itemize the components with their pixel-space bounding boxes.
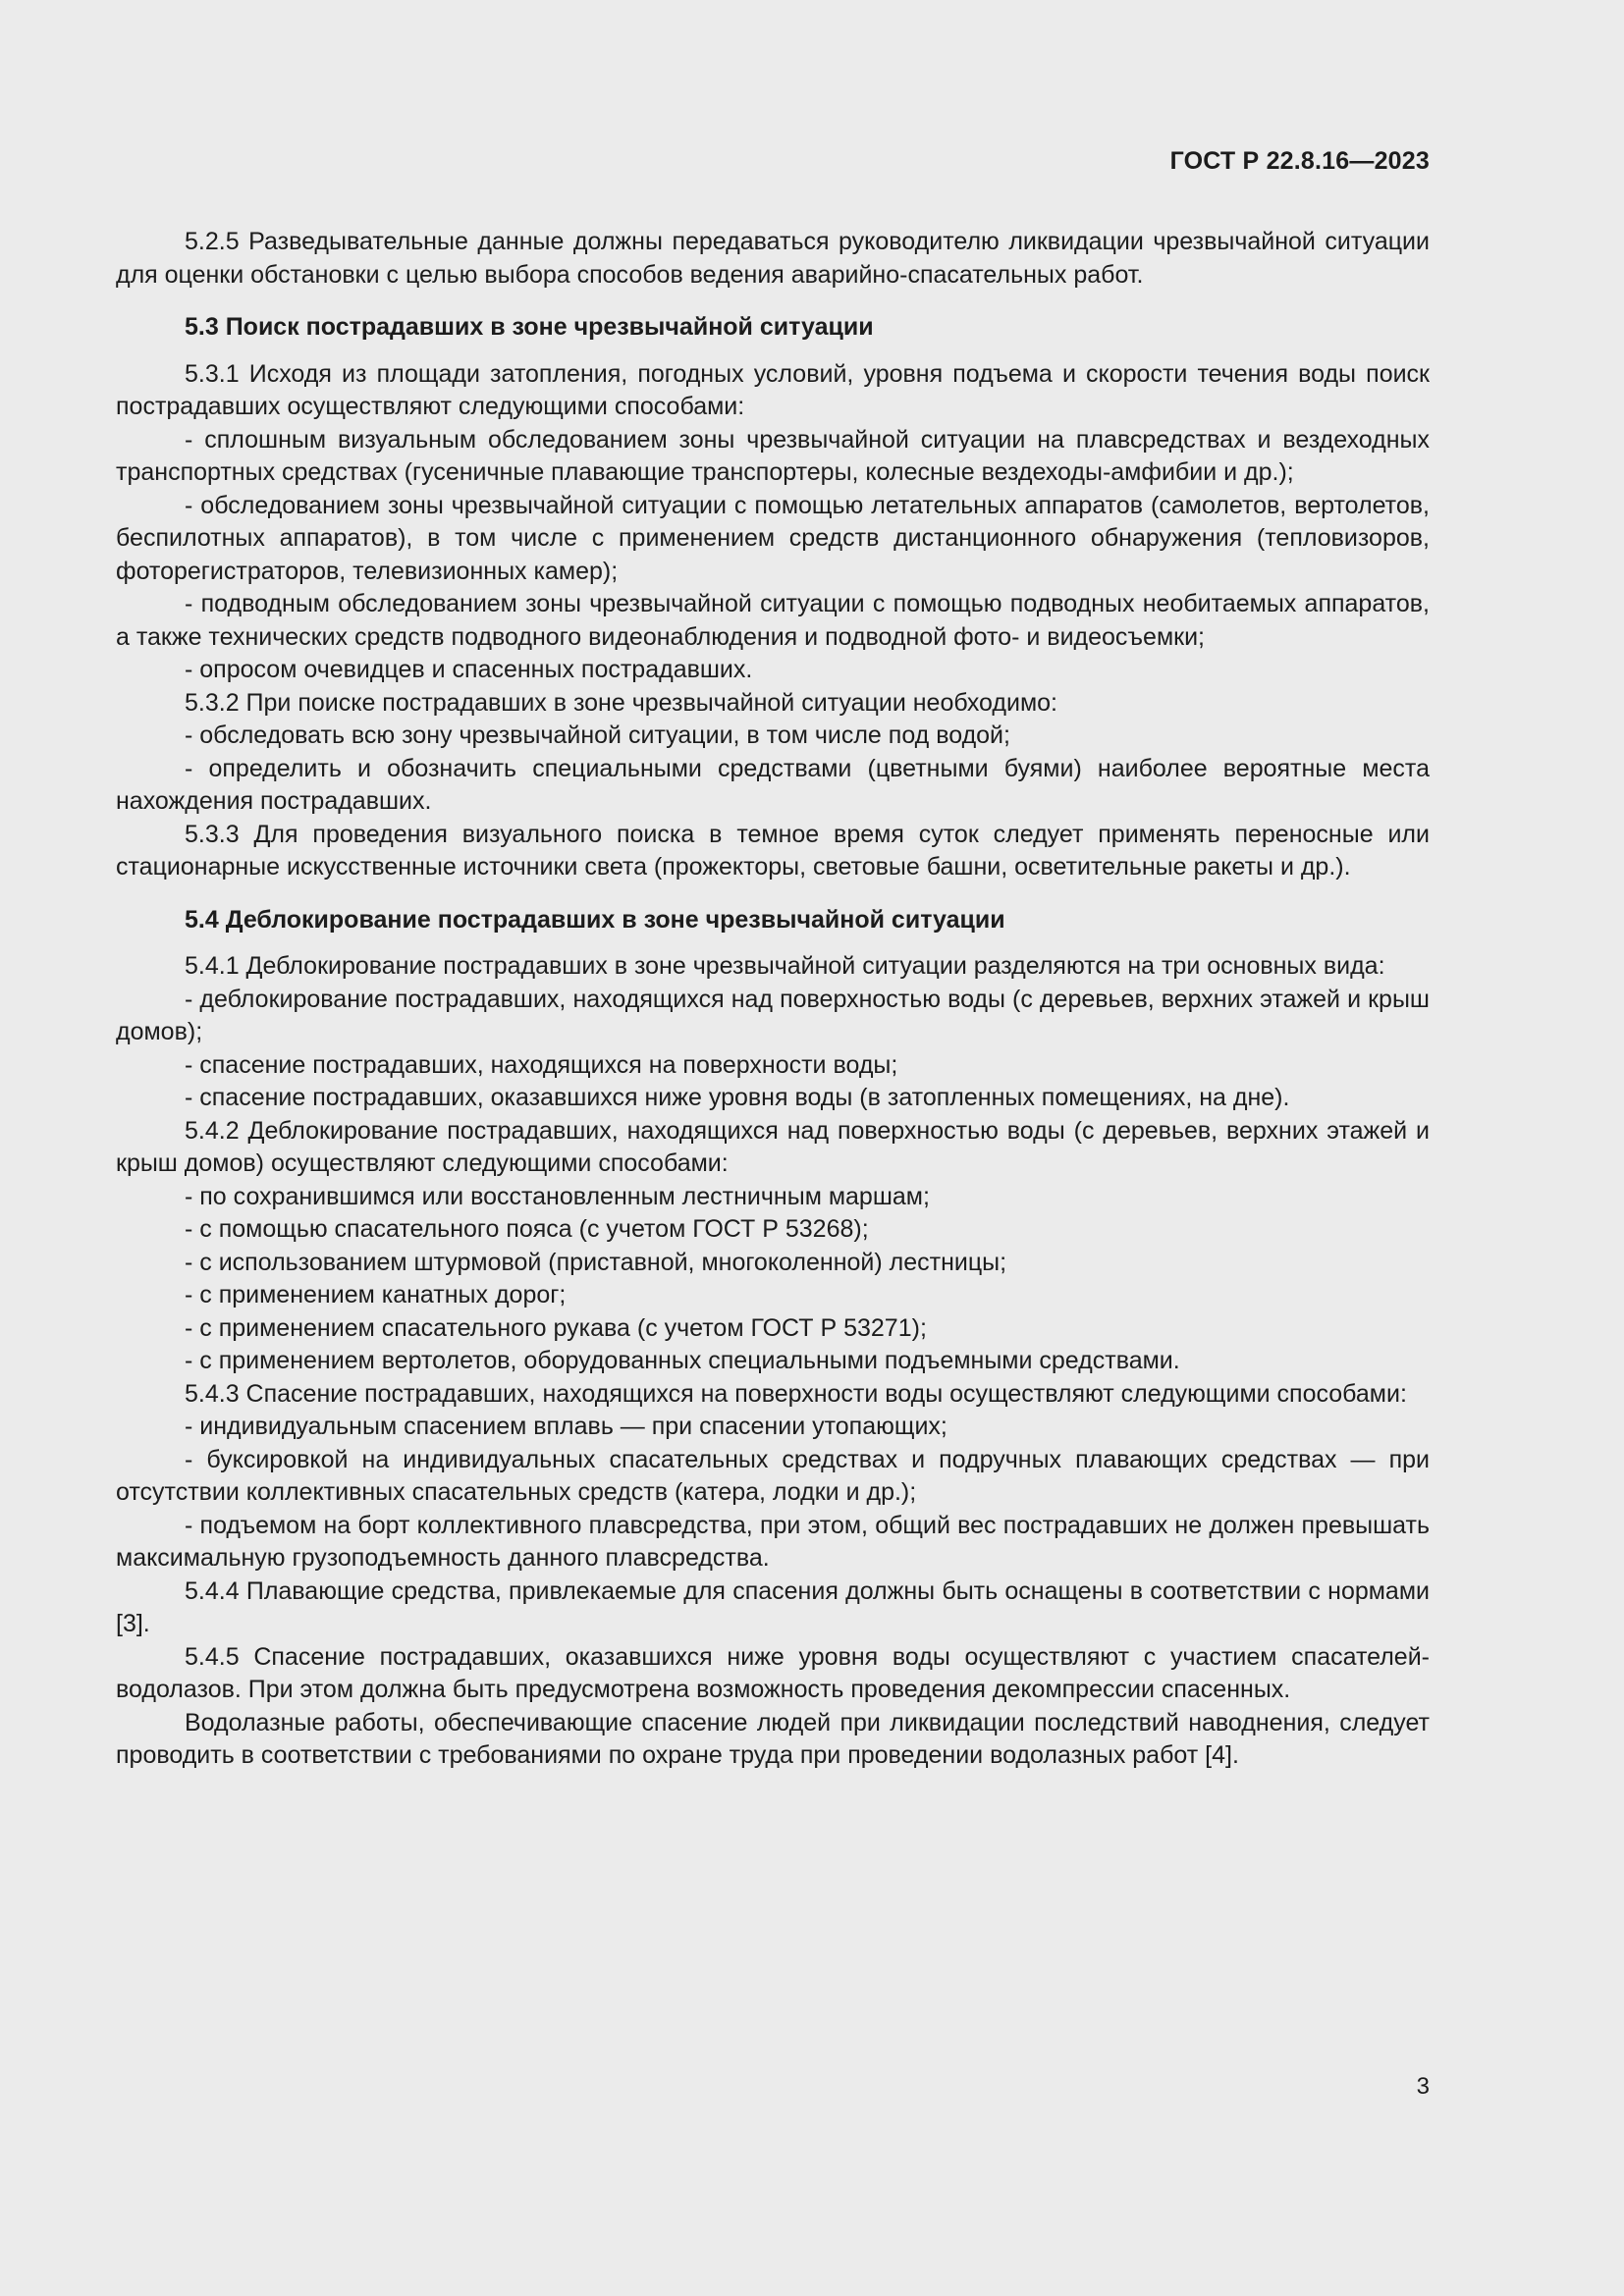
paragraph-5-3-2: 5.3.2 При поиске пострадавших в зоне чрезвычайной ситуации необходимо: bbox=[185, 688, 1058, 717]
paragraph-5-4-1: 5.4.1 Деблокирование пострадавших в зоне чрезвычайной ситуации разделяются на три основных вида: bbox=[185, 952, 1385, 980]
list-item: - с применением спасательного рукава (с учетом ГОСТ Р 53271); bbox=[185, 1313, 927, 1342]
list-item: - сплошным визуальным обследованием зоны чрезвычайной ситуации на плавсредствах и вездеходных транспортных средствах (гусеничные плавающие транспортеры, колесные вездеходы-амфибии и др.); bbox=[116, 425, 1430, 486]
list-item: - подводным обследованием зоны чрезвычайной ситуации с помощью подводных необитаемых аппаратов, а также технических средств подводного видеонаблюдения и подводной фото- и видеосъемки; bbox=[116, 590, 1430, 651]
list-item: - обследовать всю зону чрезвычайной ситуации, в том числе под водой; bbox=[185, 721, 1010, 749]
list-item: - определить и обозначить специальными средствами (цветными буями) наиболее вероятные места нахождения пострадавших. bbox=[116, 754, 1430, 815]
paragraph-5-4-2: 5.4.2 Деблокирование пострадавших, находящихся над поверхностью воды (с деревьев, верхних этажей и крыш домов) осуществляют следующими способами: bbox=[116, 1116, 1430, 1177]
list-item: - с применением вертолетов, оборудованных специальными подъемными средствами. bbox=[185, 1347, 1180, 1374]
paragraph-5-4-5-diving: Водолазные работы, обеспечивающие спасение людей при ликвидации последствий наводнения, следует проводить в соответствии с требованиями по охране труда при проведении водолазных работ [4]. bbox=[116, 1708, 1430, 1769]
paragraph-5-2-5: 5.2.5 Разведывательные данные должны передаваться руководителю ликвидации чрезвычайной ситуации для оценки обстановки с целью выбора способов ведения аварийно-спасательных работ. bbox=[116, 228, 1430, 289]
list-item: - опросом очевидцев и спасенных пострадавших. bbox=[185, 656, 753, 683]
paragraph-5-4-5: 5.4.5 Спасение пострадавших, оказавшихся ниже уровня воды осуществляют с участием спасателей-водолазов. При этом должна быть предусмотрена возможность проведения декомпрессии спасенных. bbox=[116, 1642, 1430, 1703]
paragraph-5-4-4: 5.4.4 Плавающие средства, привлекаемые для спасения должны быть оснащены в соответствии с нормами [3]. bbox=[116, 1576, 1430, 1637]
paragraph-5-3-3: 5.3.3 Для проведения визуального поиска в темное время суток следует применять переносные или стационарные искусственные источники света (прожекторы, световые башни, осветительные ракеты и др.). bbox=[116, 820, 1430, 881]
section-heading-5-3: 5.3 Поиск пострадавших в зоне чрезвычайной ситуации bbox=[185, 313, 874, 341]
list-item: - с помощью спасательного пояса (с учетом ГОСТ Р 53268); bbox=[185, 1215, 869, 1243]
document-body bbox=[116, 226, 1430, 1773]
list-item: - спасение пострадавших, оказавшихся ниже уровня воды (в затопленных помещениях, на дне). bbox=[185, 1084, 1290, 1111]
list-item: - индивидуальным спасением вплавь — при спасении утопающих; bbox=[185, 1413, 947, 1440]
list-item: - деблокирование пострадавших, находящихся над поверхностью воды (с деревьев, верхних этажей и крыш домов); bbox=[116, 985, 1430, 1045]
paragraph-5-4-3: 5.4.3 Спасение пострадавших, находящихся на поверхности воды осуществляют следующими способами: bbox=[185, 1379, 1407, 1408]
list-item: - по сохранившимся или восстановленным лестничным маршам; bbox=[185, 1182, 930, 1210]
page-number: 3 bbox=[1416, 2073, 1430, 2100]
paragraph-5-3-1: 5.3.1 Исходя из площади затопления, погодных условий, уровня подъема и скорости течения воды поиск пострадавших осуществляют следующими способами: bbox=[116, 359, 1430, 420]
list-item: - спасение пострадавших, находящихся на поверхности воды; bbox=[185, 1050, 898, 1079]
list-item: - обследованием зоны чрезвычайной ситуации с помощью летательных аппаратов (самолетов, вертолетов, беспилотных аппаратов), в том числе с применением средств дистанционного обнаружения (тепловизоров, фоторегистраторов, телевизионных камер); bbox=[116, 491, 1430, 585]
list-item: - буксировкой на индивидуальных спасательных средствах и подручных плавающих средствах — при отсутствии коллективных спасательных средств (катера, лодки и др.); bbox=[116, 1445, 1430, 1506]
section-heading-5-4: 5.4 Деблокирование пострадавших в зоне чрезвычайной ситуации bbox=[185, 905, 1005, 934]
list-item: - с использованием штурмовой (приставной, многоколенной) лестницы; bbox=[185, 1248, 1007, 1276]
list-item: - подъемом на борт коллективного плавсредства, при этом, общий вес пострадавших не должен превышать максимальную грузоподъемность данного плавсредства. bbox=[116, 1511, 1430, 1572]
list-item: - с применением канатных дорог; bbox=[185, 1281, 567, 1308]
document-header-id: ГОСТ Р 22.8.16—2023 bbox=[1169, 147, 1430, 175]
